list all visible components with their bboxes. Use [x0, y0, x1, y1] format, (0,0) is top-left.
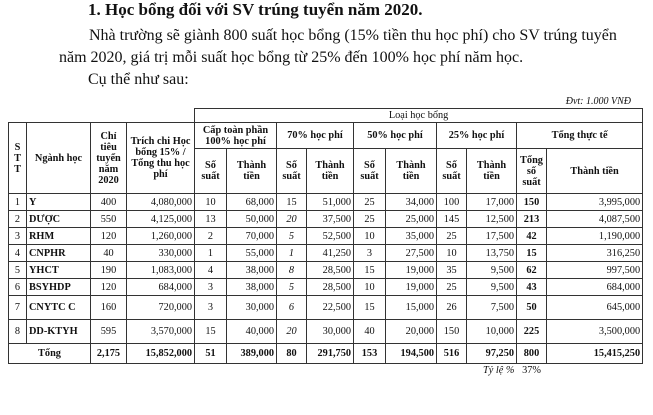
- cell-nganh: YHCT: [27, 262, 91, 279]
- cell-ts: 42: [517, 228, 547, 245]
- cell-s3: 15: [354, 262, 386, 279]
- cell-t3: 19,000: [386, 279, 437, 296]
- ratio-label: Tỷ lệ %: [483, 365, 515, 377]
- scholarship-table: [8, 108, 643, 378]
- cell-tt: 684,000: [547, 279, 643, 296]
- cell-s3: 25: [354, 211, 386, 228]
- cell-ts: 150: [517, 194, 547, 211]
- header-nganh: Ngành học: [27, 123, 91, 194]
- cell-trich: 1,260,000: [127, 228, 195, 245]
- cell-chitieu: 550: [91, 211, 127, 228]
- header-chitieu: Chỉ tiêu tuyển năm 2020: [91, 123, 127, 194]
- cell-t2: 51,000: [307, 194, 354, 211]
- cell-s4: 10: [437, 245, 467, 262]
- cell-t3: 34,000: [386, 194, 437, 211]
- total-label: Tổng: [9, 344, 91, 364]
- cell-t2: 37,500: [307, 211, 354, 228]
- cell-nganh: BSYHDP: [27, 279, 91, 296]
- cell-s3: 3: [354, 245, 386, 262]
- cell-t4: 9,500: [467, 279, 517, 296]
- header-sosuat: Số suất: [437, 149, 467, 194]
- cell-t2: 41,250: [307, 245, 354, 262]
- header-thanhtien: Thành tiền: [307, 149, 354, 194]
- total-s1: 51: [195, 344, 227, 364]
- cell-t4: 10,000: [467, 320, 517, 344]
- cell-trich: 4,080,000: [127, 194, 195, 211]
- cell-s3: 10: [354, 228, 386, 245]
- cell-s4: 25: [437, 279, 467, 296]
- cell-tt: 3,500,000: [547, 320, 643, 344]
- cell-chitieu: 120: [91, 228, 127, 245]
- cell-s1: 13: [195, 211, 227, 228]
- cell-tt: 316,250: [547, 245, 643, 262]
- intro-paragraph: Nhà trường sẽ giành 800 suất học bổng (15% tiền thu học phí) cho SV trúng tuyển năm 2020, giá trị mỗi suất học bổng từ 25% đến 100% học phí năm học.: [59, 27, 617, 66]
- cell-t1: 40,000: [227, 320, 277, 344]
- header-thanhtien: Thành tiền: [386, 149, 437, 194]
- header-trich: Trích chi Học bổng 15% / Tổng thu học phí: [127, 123, 195, 194]
- total-s2: 80: [277, 344, 307, 364]
- cell-stt: 2: [9, 211, 27, 228]
- cell-t1: 70,000: [227, 228, 277, 245]
- cell-s1: 10: [195, 194, 227, 211]
- cell-stt: 8: [9, 320, 27, 344]
- cell-t1: 38,000: [227, 279, 277, 296]
- header-sosuat: Số suất: [195, 149, 227, 194]
- header-thanhtien: Thành tiền: [227, 149, 277, 194]
- cell-t1: 50,000: [227, 211, 277, 228]
- cell-t1: 30,000: [227, 296, 277, 320]
- cell-chitieu: 190: [91, 262, 127, 279]
- cell-nganh: Y: [27, 194, 91, 211]
- cell-t2: 30,000: [307, 320, 354, 344]
- cell-s2: 1: [277, 245, 307, 262]
- cell-stt: 7: [9, 296, 27, 320]
- cell-t3: 27,500: [386, 245, 437, 262]
- cell-t3: 25,000: [386, 211, 437, 228]
- cell-s2: 5: [277, 279, 307, 296]
- cell-nganh: RHM: [27, 228, 91, 245]
- cell-nganh: DD-KTYH: [27, 320, 91, 344]
- cell-t3: 20,000: [386, 320, 437, 344]
- cell-s2: 5: [277, 228, 307, 245]
- total-trich: 15,852,000: [127, 344, 195, 364]
- cell-ts: 213: [517, 211, 547, 228]
- unit-note: Đvt: 1.000 VNĐ: [565, 96, 631, 107]
- detail-label: Cụ thể như sau:: [88, 71, 189, 88]
- cell-s4: 25: [437, 228, 467, 245]
- cell-chitieu: 400: [91, 194, 127, 211]
- cell-stt: 4: [9, 245, 27, 262]
- cell-t4: 17,000: [467, 194, 517, 211]
- header-full: Cấp toàn phần 100% học phí: [195, 123, 277, 149]
- cell-t3: 19,000: [386, 262, 437, 279]
- cell-s2: 8: [277, 262, 307, 279]
- cell-s1: 1: [195, 245, 227, 262]
- header-thanhtien: Thành tiền: [467, 149, 517, 194]
- cell-ts: 225: [517, 320, 547, 344]
- header-stt: S T T: [9, 123, 27, 194]
- total-chitieu: 2,175: [91, 344, 127, 364]
- cell-trich: 684,000: [127, 279, 195, 296]
- total-s4: 516: [437, 344, 467, 364]
- cell-chitieu: 40: [91, 245, 127, 262]
- cell-s1: 15: [195, 320, 227, 344]
- cell-s2: 20: [277, 211, 307, 228]
- header-70: 70% học phí: [277, 123, 354, 149]
- ratio-value: 37%: [522, 365, 541, 377]
- cell-trich: 330,000: [127, 245, 195, 262]
- cell-t4: 12,500: [467, 211, 517, 228]
- total-ts: 800: [517, 344, 547, 364]
- cell-trich: 4,125,000: [127, 211, 195, 228]
- cell-s3: 15: [354, 296, 386, 320]
- cell-ts: 43: [517, 279, 547, 296]
- cell-t2: 52,500: [307, 228, 354, 245]
- cell-s4: 26: [437, 296, 467, 320]
- cell-tt: 645,000: [547, 296, 643, 320]
- cell-t2: 22,500: [307, 296, 354, 320]
- total-t1: 389,000: [227, 344, 277, 364]
- cell-trich: 720,000: [127, 296, 195, 320]
- header-tongsosuat: Tổng số suất: [517, 149, 547, 194]
- cell-s3: 25: [354, 194, 386, 211]
- total-tt: 15,415,250: [547, 344, 643, 364]
- cell-t3: 15,000: [386, 296, 437, 320]
- cell-t4: 9,500: [467, 262, 517, 279]
- section-heading: 1. Học bổng đối với SV trúng tuyển năm 2020.: [88, 0, 423, 19]
- cell-ts: 15: [517, 245, 547, 262]
- total-t3: 194,500: [386, 344, 437, 364]
- header-50: 50% học phí: [354, 123, 437, 149]
- cell-tt: 4,087,500: [547, 211, 643, 228]
- cell-s2: 6: [277, 296, 307, 320]
- cell-ts: 50: [517, 296, 547, 320]
- cell-s3: 40: [354, 320, 386, 344]
- header-thanhtien: Thành tiền: [547, 149, 643, 194]
- cell-s4: 100: [437, 194, 467, 211]
- total-t4: 97,250: [467, 344, 517, 364]
- cell-chitieu: 120: [91, 279, 127, 296]
- cell-s1: 2: [195, 228, 227, 245]
- cell-t1: 55,000: [227, 245, 277, 262]
- cell-s4: 150: [437, 320, 467, 344]
- cell-s4: 145: [437, 211, 467, 228]
- cell-t2: 28,500: [307, 279, 354, 296]
- cell-s3: 10: [354, 279, 386, 296]
- header-sosuat: Số suất: [354, 149, 386, 194]
- cell-ts: 62: [517, 262, 547, 279]
- cell-chitieu: 595: [91, 320, 127, 344]
- header-sosuat: Số suất: [277, 149, 307, 194]
- cell-tt: 1,190,000: [547, 228, 643, 245]
- cell-chitieu: 160: [91, 296, 127, 320]
- cell-trich: 3,570,000: [127, 320, 195, 344]
- cell-nganh: CNYTC C: [27, 296, 91, 320]
- cell-s4: 35: [437, 262, 467, 279]
- cell-t1: 38,000: [227, 262, 277, 279]
- cell-s1: 3: [195, 279, 227, 296]
- cell-tt: 3,995,000: [547, 194, 643, 211]
- cell-nganh: CNPHR: [27, 245, 91, 262]
- cell-stt: 6: [9, 279, 27, 296]
- cell-s1: 4: [195, 262, 227, 279]
- cell-t1: 68,000: [227, 194, 277, 211]
- cell-trich: 1,083,000: [127, 262, 195, 279]
- cell-stt: 5: [9, 262, 27, 279]
- cell-t3: 35,000: [386, 228, 437, 245]
- header-25: 25% học phí: [437, 123, 517, 149]
- cell-t2: 28,500: [307, 262, 354, 279]
- cell-s2: 20: [277, 320, 307, 344]
- cell-s2: 15: [277, 194, 307, 211]
- cell-nganh: DƯỢC: [27, 211, 91, 228]
- total-t2: 291,750: [307, 344, 354, 364]
- cell-stt: 3: [9, 228, 27, 245]
- cell-t4: 13,750: [467, 245, 517, 262]
- cell-tt: 997,500: [547, 262, 643, 279]
- cell-t4: 17,500: [467, 228, 517, 245]
- cell-t4: 7,500: [467, 296, 517, 320]
- total-s3: 153: [354, 344, 386, 364]
- cell-stt: 1: [9, 194, 27, 211]
- cell-s1: 3: [195, 296, 227, 320]
- header-total: Tổng thực tế: [517, 123, 643, 149]
- group-header: Loại học bổng: [195, 109, 643, 123]
